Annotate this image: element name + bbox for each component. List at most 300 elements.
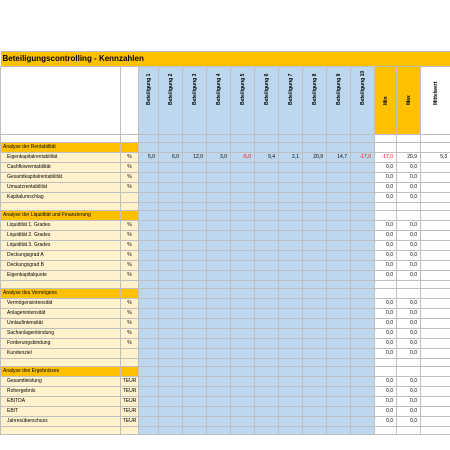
section-value-cell[interactable] (327, 211, 351, 221)
value-cell[interactable] (327, 299, 351, 309)
value-cell[interactable] (159, 319, 183, 329)
value-cell[interactable] (231, 271, 255, 281)
value-cell[interactable] (183, 349, 207, 359)
value-cell[interactable] (183, 173, 207, 183)
value-cell[interactable] (207, 387, 231, 397)
value-cell[interactable] (159, 299, 183, 309)
section-value-cell[interactable] (207, 289, 231, 299)
value-cell[interactable] (303, 397, 327, 407)
value-cell[interactable] (303, 407, 327, 417)
value-cell[interactable] (303, 183, 327, 193)
value-cell[interactable] (279, 251, 303, 261)
value-cell[interactable] (303, 251, 327, 261)
value-cell[interactable] (255, 339, 279, 349)
value-cell[interactable] (279, 241, 303, 251)
section-value-cell[interactable] (327, 367, 351, 377)
section-value-cell[interactable] (351, 289, 375, 299)
section-value-cell[interactable] (279, 289, 303, 299)
value-cell[interactable] (139, 231, 159, 241)
section-value-cell[interactable] (139, 211, 159, 221)
value-cell[interactable] (139, 193, 159, 203)
value-cell[interactable] (327, 397, 351, 407)
column-header-cell[interactable] (303, 67, 327, 135)
value-cell[interactable]: 6,0 (159, 153, 183, 163)
section-value-cell[interactable] (139, 367, 159, 377)
column-header-cell[interactable] (279, 67, 303, 135)
value-cell[interactable] (303, 417, 327, 427)
section-value-cell[interactable] (159, 211, 183, 221)
value-cell[interactable] (139, 339, 159, 349)
value-cell[interactable] (183, 183, 207, 193)
section-value-cell[interactable] (351, 143, 375, 153)
value-cell[interactable] (327, 163, 351, 173)
value-cell[interactable] (327, 261, 351, 271)
value-cell[interactable] (327, 241, 351, 251)
spacer-cell (207, 281, 231, 289)
value-cell[interactable] (183, 339, 207, 349)
section-value-cell[interactable] (255, 289, 279, 299)
spacer-cell (231, 427, 255, 435)
section-value-cell[interactable] (183, 289, 207, 299)
stat-header-label: Mittelwert (432, 81, 439, 105)
row-unit: % (121, 299, 139, 309)
value-cell[interactable] (183, 231, 207, 241)
value-cell[interactable] (183, 309, 207, 319)
value-cell[interactable] (303, 387, 327, 397)
value-cell[interactable] (207, 173, 231, 183)
value-cell[interactable] (303, 309, 327, 319)
section-value-cell[interactable] (279, 367, 303, 377)
value-cell[interactable] (303, 329, 327, 339)
value-cell[interactable] (207, 221, 231, 231)
value-cell[interactable] (139, 387, 159, 397)
value-cell[interactable] (303, 319, 327, 329)
spacer-cell (1, 359, 121, 367)
value-cell[interactable] (255, 319, 279, 329)
value-cell[interactable]: 20,9 (303, 153, 327, 163)
min-cell: 0,0 (375, 329, 397, 339)
value-cell[interactable] (159, 397, 183, 407)
stat-header-max[interactable] (397, 67, 421, 135)
value-cell[interactable] (183, 387, 207, 397)
section-value-cell[interactable] (303, 367, 327, 377)
value-cell[interactable]: -17,0 (351, 153, 375, 163)
value-cell[interactable] (327, 251, 351, 261)
spacer-cell (375, 427, 397, 435)
value-cell[interactable] (327, 319, 351, 329)
spacer-cell (351, 281, 375, 289)
value-cell[interactable] (231, 241, 255, 251)
value-cell[interactable] (207, 309, 231, 319)
value-cell[interactable] (351, 309, 375, 319)
value-cell[interactable] (139, 319, 159, 329)
value-cell[interactable] (231, 329, 255, 339)
value-cell[interactable] (159, 349, 183, 359)
value-cell[interactable] (351, 251, 375, 261)
section-value-cell[interactable] (279, 143, 303, 153)
spacer-cell (1, 135, 121, 143)
section-value-cell[interactable] (255, 143, 279, 153)
row-unit: % (121, 339, 139, 349)
value-cell[interactable] (183, 397, 207, 407)
section-value-cell[interactable] (231, 211, 255, 221)
value-cell[interactable] (231, 231, 255, 241)
value-cell[interactable] (351, 377, 375, 387)
value-cell[interactable] (231, 377, 255, 387)
value-cell[interactable] (159, 163, 183, 173)
value-cell[interactable] (207, 251, 231, 261)
value-cell[interactable] (351, 231, 375, 241)
value-cell[interactable] (159, 387, 183, 397)
value-cell[interactable] (231, 261, 255, 271)
value-cell[interactable] (207, 299, 231, 309)
value-cell[interactable] (139, 417, 159, 427)
value-cell[interactable] (207, 397, 231, 407)
value-cell[interactable] (159, 407, 183, 417)
value-cell[interactable] (183, 319, 207, 329)
value-cell[interactable] (159, 173, 183, 183)
value-cell[interactable] (351, 299, 375, 309)
value-cell[interactable] (159, 221, 183, 231)
spacer-cell (421, 203, 450, 211)
value-cell[interactable] (255, 299, 279, 309)
value-cell[interactable] (231, 299, 255, 309)
section-max-cell (397, 143, 421, 153)
value-cell[interactable] (231, 349, 255, 359)
value-cell[interactable]: 14,7 (327, 153, 351, 163)
value-cell[interactable] (351, 193, 375, 203)
value-cell[interactable] (351, 163, 375, 173)
section-value-cell[interactable] (207, 143, 231, 153)
value-cell[interactable] (255, 251, 279, 261)
value-cell[interactable] (327, 183, 351, 193)
value-cell[interactable] (139, 309, 159, 319)
value-cell[interactable] (183, 417, 207, 427)
section-value-cell[interactable] (207, 367, 231, 377)
value-cell[interactable] (279, 407, 303, 417)
value-cell[interactable] (159, 417, 183, 427)
section-value-cell[interactable] (303, 289, 327, 299)
value-cell[interactable]: 5,0 (139, 153, 159, 163)
value-cell[interactable] (255, 241, 279, 251)
value-cell[interactable] (231, 319, 255, 329)
value-cell[interactable] (279, 319, 303, 329)
value-cell[interactable] (183, 251, 207, 261)
value-cell[interactable] (207, 163, 231, 173)
value-cell[interactable] (255, 407, 279, 417)
value-cell[interactable] (351, 183, 375, 193)
value-cell[interactable] (183, 377, 207, 387)
value-cell[interactable] (255, 221, 279, 231)
value-cell[interactable] (139, 251, 159, 261)
section-value-cell[interactable] (327, 289, 351, 299)
spacer-cell (183, 359, 207, 367)
avg-cell (421, 183, 450, 193)
value-cell[interactable] (303, 299, 327, 309)
value-cell[interactable] (351, 319, 375, 329)
value-cell[interactable]: 2,1 (279, 153, 303, 163)
value-cell[interactable] (327, 387, 351, 397)
value-cell[interactable] (139, 271, 159, 281)
value-cell[interactable] (327, 231, 351, 241)
section-value-cell[interactable] (255, 211, 279, 221)
value-cell[interactable] (351, 349, 375, 359)
value-cell[interactable] (327, 349, 351, 359)
value-cell[interactable] (159, 231, 183, 241)
value-cell[interactable] (255, 309, 279, 319)
value-cell[interactable] (255, 329, 279, 339)
value-cell[interactable] (255, 377, 279, 387)
value-cell[interactable] (139, 241, 159, 251)
value-cell[interactable] (159, 309, 183, 319)
value-cell[interactable] (139, 349, 159, 359)
value-cell[interactable] (139, 377, 159, 387)
value-cell[interactable] (231, 309, 255, 319)
section-value-cell[interactable] (303, 211, 327, 221)
section-value-cell[interactable] (255, 367, 279, 377)
min-cell: 0,0 (375, 163, 397, 173)
value-cell[interactable] (159, 251, 183, 261)
value-cell[interactable] (231, 397, 255, 407)
section-value-cell[interactable] (351, 367, 375, 377)
section-value-cell[interactable] (183, 143, 207, 153)
value-cell[interactable] (327, 221, 351, 231)
section-value-cell[interactable] (159, 289, 183, 299)
value-cell[interactable] (139, 173, 159, 183)
value-cell[interactable] (207, 349, 231, 359)
min-cell: 0,0 (375, 339, 397, 349)
value-cell[interactable] (303, 349, 327, 359)
value-cell[interactable] (231, 251, 255, 261)
value-cell[interactable] (159, 193, 183, 203)
value-cell[interactable] (255, 397, 279, 407)
value-cell[interactable] (207, 193, 231, 203)
value-cell[interactable] (159, 271, 183, 281)
value-cell[interactable] (231, 173, 255, 183)
value-cell[interactable] (183, 221, 207, 231)
value-cell[interactable] (279, 309, 303, 319)
value-cell[interactable] (207, 407, 231, 417)
max-cell: 0,0 (397, 163, 421, 173)
value-cell[interactable] (207, 183, 231, 193)
value-cell[interactable]: 3,0 (207, 153, 231, 163)
value-cell[interactable] (351, 339, 375, 349)
value-cell[interactable] (279, 299, 303, 309)
column-header-cell[interactable] (139, 67, 159, 135)
value-cell[interactable] (303, 231, 327, 241)
value-cell[interactable] (303, 163, 327, 173)
min-cell: 0,0 (375, 299, 397, 309)
value-cell[interactable] (183, 163, 207, 173)
value-cell[interactable]: 9,4 (255, 153, 279, 163)
value-cell[interactable] (351, 397, 375, 407)
column-header-cell[interactable] (207, 67, 231, 135)
section-value-cell[interactable] (159, 367, 183, 377)
value-cell[interactable] (207, 241, 231, 251)
section-value-cell[interactable] (139, 143, 159, 153)
value-cell[interactable] (327, 193, 351, 203)
column-header-cell[interactable] (351, 67, 375, 135)
value-cell[interactable] (279, 231, 303, 241)
value-cell[interactable] (279, 163, 303, 173)
value-cell[interactable] (279, 221, 303, 231)
value-cell[interactable] (139, 221, 159, 231)
value-cell[interactable] (159, 183, 183, 193)
value-cell[interactable] (159, 261, 183, 271)
value-cell[interactable] (303, 339, 327, 349)
value-cell[interactable] (139, 163, 159, 173)
value-cell[interactable] (231, 193, 255, 203)
value-cell[interactable] (207, 377, 231, 387)
column-header-cell[interactable] (255, 67, 279, 135)
spacer-cell (327, 135, 351, 143)
value-cell[interactable] (207, 339, 231, 349)
value-cell[interactable] (139, 397, 159, 407)
section-value-cell[interactable] (279, 211, 303, 221)
value-cell[interactable] (327, 407, 351, 417)
value-cell[interactable] (159, 377, 183, 387)
value-cell[interactable] (255, 349, 279, 359)
value-cell[interactable] (231, 339, 255, 349)
value-cell[interactable] (351, 387, 375, 397)
value-cell[interactable] (139, 299, 159, 309)
value-cell[interactable] (183, 271, 207, 281)
value-cell[interactable] (255, 183, 279, 193)
section-value-cell[interactable] (159, 143, 183, 153)
value-cell[interactable] (159, 339, 183, 349)
value-cell[interactable] (207, 231, 231, 241)
section-value-cell[interactable] (351, 211, 375, 221)
value-cell[interactable] (159, 329, 183, 339)
value-cell[interactable] (255, 173, 279, 183)
value-cell[interactable] (279, 271, 303, 281)
value-cell[interactable] (231, 407, 255, 417)
value-cell[interactable] (183, 193, 207, 203)
value-cell[interactable] (183, 407, 207, 417)
value-cell[interactable] (303, 221, 327, 231)
spacer-cell (375, 359, 397, 367)
section-value-cell[interactable] (231, 367, 255, 377)
column-header-cell[interactable] (327, 67, 351, 135)
value-cell[interactable] (255, 387, 279, 397)
section-min-cell (375, 289, 397, 299)
value-cell[interactable] (303, 377, 327, 387)
value-cell[interactable] (183, 261, 207, 271)
column-header-cell[interactable] (231, 67, 255, 135)
value-cell[interactable] (279, 387, 303, 397)
spacer-cell (139, 359, 159, 367)
value-cell[interactable] (231, 417, 255, 427)
value-cell[interactable] (207, 417, 231, 427)
value-cell[interactable] (279, 329, 303, 339)
section-avg-cell (421, 143, 450, 153)
section-value-cell[interactable] (327, 143, 351, 153)
value-cell[interactable] (207, 271, 231, 281)
avg-cell (421, 193, 450, 203)
section-max-cell (397, 289, 421, 299)
value-cell[interactable] (207, 261, 231, 271)
value-cell[interactable] (327, 417, 351, 427)
value-cell[interactable] (183, 299, 207, 309)
value-cell[interactable] (279, 339, 303, 349)
value-cell[interactable] (255, 417, 279, 427)
stat-header-avg[interactable] (421, 67, 450, 135)
value-cell[interactable] (327, 377, 351, 387)
value-cell[interactable] (351, 417, 375, 427)
value-cell[interactable] (255, 163, 279, 173)
value-cell[interactable] (279, 183, 303, 193)
value-cell[interactable] (327, 309, 351, 319)
value-cell[interactable] (139, 261, 159, 271)
section-value-cell[interactable] (231, 143, 255, 153)
section-value-cell[interactable] (231, 289, 255, 299)
value-cell[interactable] (303, 193, 327, 203)
value-cell[interactable] (303, 261, 327, 271)
section-value-cell[interactable] (183, 211, 207, 221)
value-cell[interactable] (255, 271, 279, 281)
value-cell[interactable]: -5,0 (231, 153, 255, 163)
value-cell[interactable] (279, 377, 303, 387)
value-cell[interactable] (139, 407, 159, 417)
spacer-cell (255, 135, 279, 143)
value-cell[interactable] (351, 221, 375, 231)
stat-header-min[interactable] (375, 67, 397, 135)
value-cell[interactable] (351, 271, 375, 281)
value-cell[interactable] (139, 183, 159, 193)
value-cell[interactable] (139, 329, 159, 339)
section-value-cell[interactable] (207, 211, 231, 221)
value-cell[interactable] (351, 329, 375, 339)
value-cell[interactable] (279, 261, 303, 271)
value-cell[interactable] (351, 241, 375, 251)
value-cell[interactable] (303, 271, 327, 281)
value-cell[interactable] (327, 173, 351, 183)
value-cell[interactable] (279, 417, 303, 427)
value-cell[interactable] (303, 173, 327, 183)
value-cell[interactable] (351, 173, 375, 183)
value-cell[interactable] (279, 349, 303, 359)
value-cell[interactable] (279, 173, 303, 183)
value-cell[interactable] (255, 261, 279, 271)
value-cell[interactable] (351, 407, 375, 417)
value-cell[interactable] (351, 261, 375, 271)
value-cell[interactable]: 12,0 (183, 153, 207, 163)
section-value-cell[interactable] (139, 289, 159, 299)
value-cell[interactable] (207, 319, 231, 329)
value-cell[interactable] (231, 163, 255, 173)
max-cell: 0,0 (397, 299, 421, 309)
value-cell[interactable] (327, 339, 351, 349)
column-header-cell[interactable] (183, 67, 207, 135)
value-cell[interactable] (327, 271, 351, 281)
value-cell[interactable] (303, 241, 327, 251)
value-cell[interactable] (159, 241, 183, 251)
column-header-cell[interactable] (159, 67, 183, 135)
value-cell[interactable] (279, 193, 303, 203)
value-cell[interactable] (255, 231, 279, 241)
value-cell[interactable] (207, 329, 231, 339)
value-cell[interactable] (255, 193, 279, 203)
value-cell[interactable] (231, 221, 255, 231)
value-cell[interactable] (183, 241, 207, 251)
value-cell[interactable] (327, 329, 351, 339)
value-cell[interactable] (231, 183, 255, 193)
value-cell[interactable] (231, 387, 255, 397)
value-cell[interactable] (279, 397, 303, 407)
section-value-cell[interactable] (183, 367, 207, 377)
value-cell[interactable] (183, 329, 207, 339)
section-value-cell[interactable] (303, 143, 327, 153)
